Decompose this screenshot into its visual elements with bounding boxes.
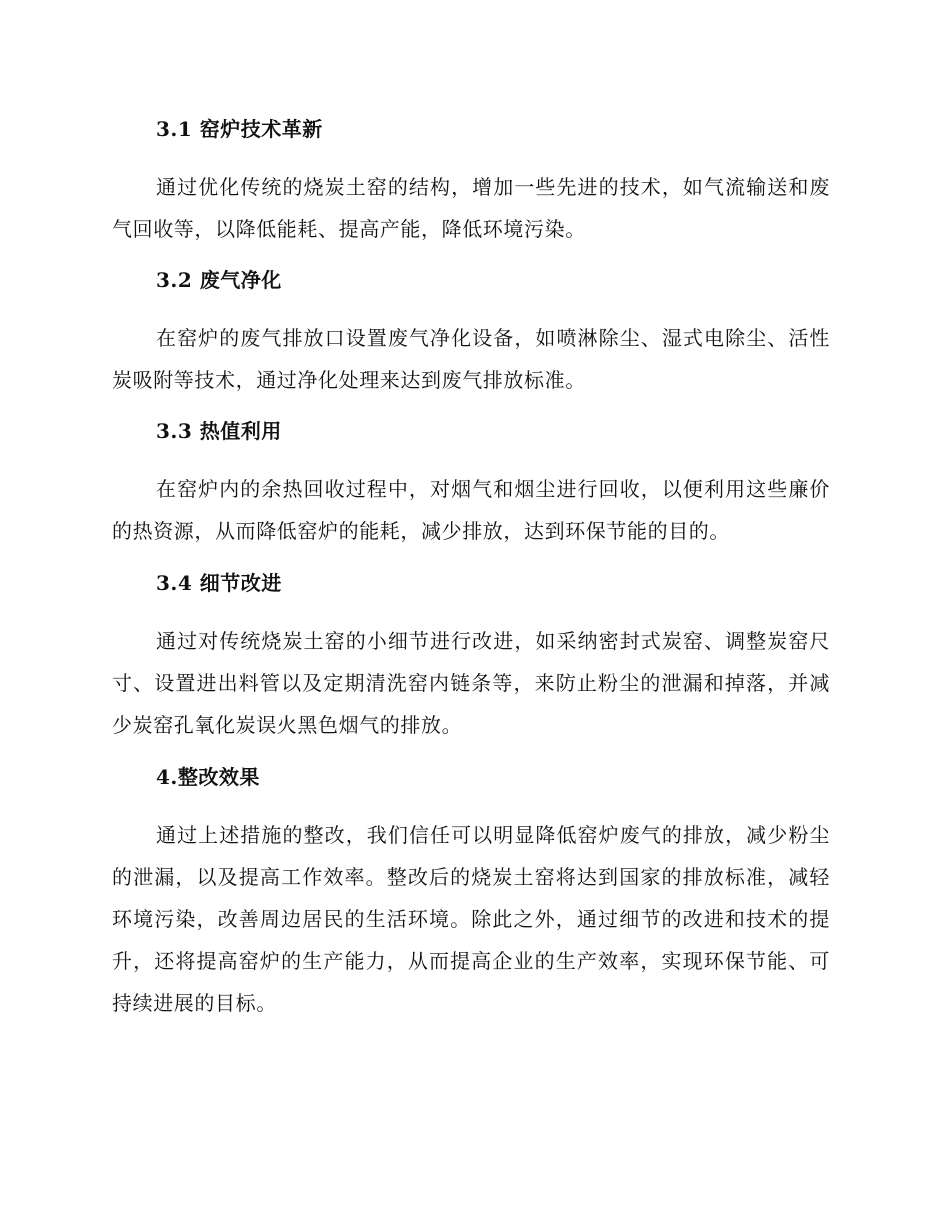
section-heading: 3.4 细节改进 — [156, 571, 282, 595]
section-heading: 3.3 热值利用 — [156, 419, 282, 443]
section-heat-value-utilization — [112, 416, 830, 552]
section-kiln-technology-innovation — [112, 114, 830, 250]
section-detail-improvement — [112, 568, 830, 746]
section-paragraph: 在窑炉内的余热回收过程中，对烟气和烟尘进行回收，以便利用这些廉价的热资源，从而降低窑炉的能耗，减少排放，达到环保节能的目的。 — [112, 477, 830, 543]
section-paragraph: 通过优化传统的烧炭土窑的结构，增加一些先进的技术，如气流输送和废气回收等，以降低能耗、提高产能，降低环境污染。 — [112, 175, 830, 241]
section-paragraph: 通过对传统烧炭土窑的小细节进行改进，如采纳密封式炭窑、调整炭窑尺寸、设置进出料管以及定期清洗窑内链条等，来防止粉尘的泄漏和掉落，并减少炭窑孔氧化炭误火黑色烟气的排放。 — [112, 629, 830, 737]
section-paragraph: 在窑炉的废气排放口设置废气净化设备，如喷淋除尘、湿式电除尘、活性炭吸附等技术，通过净化处理来达到废气排放标准。 — [112, 326, 830, 392]
section-heading: 3.2 废气净化 — [156, 268, 282, 292]
section-paragraph: 通过上述措施的整改，我们信任可以明显降低窑炉废气的排放，减少粉尘的泄漏，以及提高工作效率。整改后的烧炭土窑将达到国家的排放标准，减轻环境污染，改善周边居民的生活环境。除此之外，通过细节的改进和技术的提升，还将提高窑炉的生产能力，从而提高企业的生产效率，实现环保节能、可持续进展的目标。 — [112, 823, 830, 1015]
section-heading: 3.1 窑炉技术革新 — [156, 117, 323, 141]
section-heading: 4.整改效果 — [156, 765, 260, 789]
section-exhaust-purification — [112, 265, 830, 401]
section-rectification-effect — [112, 762, 830, 1024]
